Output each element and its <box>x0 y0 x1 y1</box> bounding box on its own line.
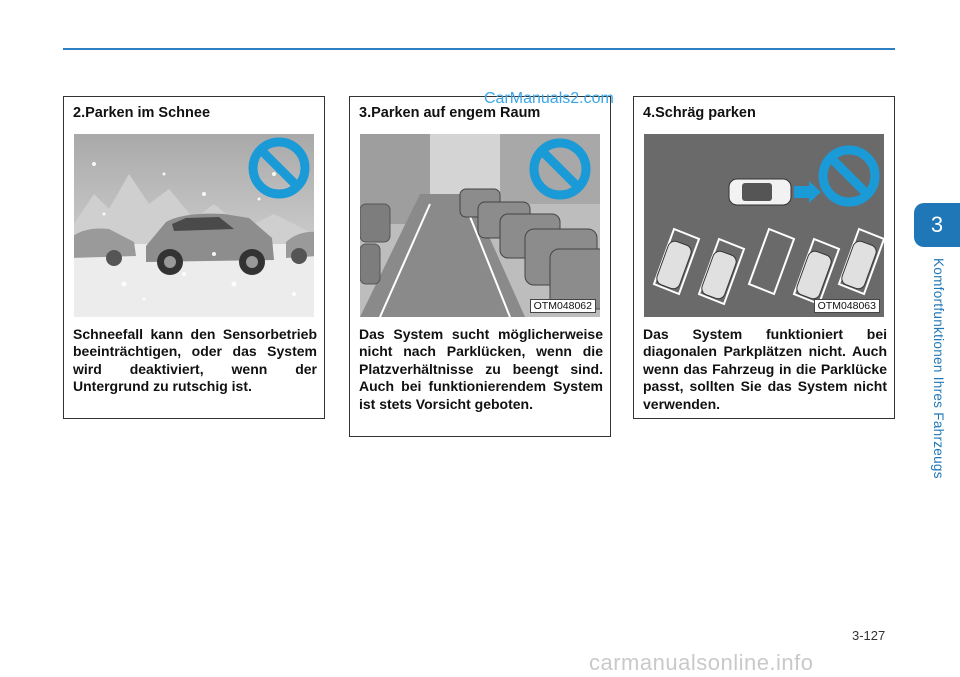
diagonal-parking-illustration <box>644 134 884 317</box>
panel-title: 3.Parken auf engem Raum <box>359 105 541 121</box>
top-rule <box>63 48 895 50</box>
watermark-link[interactable]: CarManuals2.com <box>484 90 614 107</box>
panel-snow-parking <box>63 96 325 419</box>
snow-illustration <box>74 134 314 317</box>
panel-narrow-parking <box>349 96 611 437</box>
snow-scene-image <box>74 134 314 317</box>
footer-watermark-link[interactable]: carmanualsonline.info <box>589 650 814 675</box>
chapter-tab[interactable]: 3 <box>914 203 960 247</box>
panel-text: Das System sucht möglicherweise nicht nach Parklücken, wenn die Platzverhältnisse zu beengt sind. Auch bei funktionierendem System ist stets Vorsicht geboten. <box>359 326 603 412</box>
page-number: 3-127 <box>852 628 886 643</box>
image-code: OTM048062 <box>530 299 596 313</box>
panel-text: Das System funktioniert bei diagonalen Parkplätzen nicht. Auch wenn das Fahrzeug in die Parklücke passt, sollten Sie das System nicht verwenden. <box>643 326 887 412</box>
diagonal-parking-image <box>644 134 884 317</box>
panel-title: 2.Parken im Schnee <box>73 105 211 121</box>
narrow-space-illustration <box>360 134 600 317</box>
panel-title: 4.Schräg parken <box>643 105 756 121</box>
panel-text: Schneefall kann den Sensorbetrieb beeinträchtigen, oder das System wird deaktiviert, wenn der Untergrund zu rutschig ist. <box>73 326 317 395</box>
panel-diagonal-parking <box>633 96 895 419</box>
image-code: OTM048063 <box>814 299 880 313</box>
chapter-title: Komfortfunktionen Ihres Fahrzeugs <box>931 258 946 479</box>
narrow-space-image <box>360 134 600 317</box>
